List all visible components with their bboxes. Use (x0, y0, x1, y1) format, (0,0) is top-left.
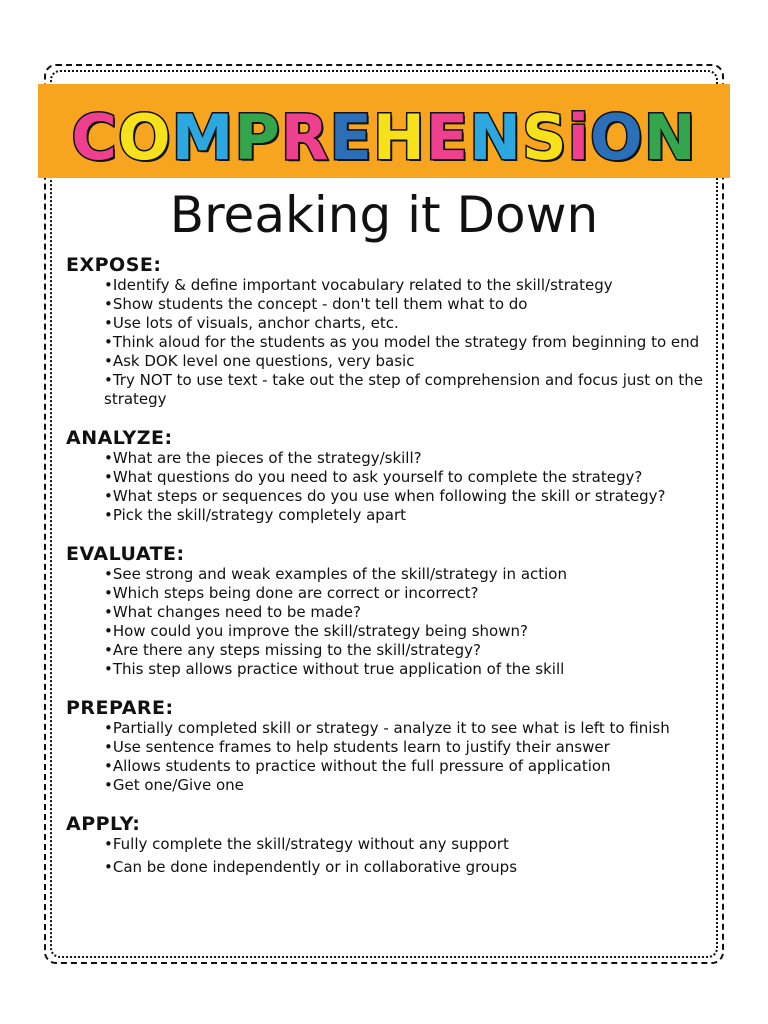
section-heading: PREPARE: (66, 697, 174, 719)
list-item: •Try NOT to use text - take out the step of comprehension and focus just on the strategy (104, 371, 703, 408)
page-subtitle: Breaking it Down (169, 186, 599, 244)
list-item: •What questions do you need to ask yourself to complete the strategy? (104, 468, 643, 486)
list-item: •Identify & define important vocabulary related to the skill/strategy (104, 276, 613, 294)
title-letter: H (372, 101, 426, 174)
section-analyze (66, 427, 706, 525)
list-item: •Use sentence frames to help students learn to justify their answer (104, 738, 610, 756)
title-letter: S (522, 101, 568, 174)
page-title (0, 96, 768, 180)
title-letter: R (280, 101, 330, 174)
section-evaluate (66, 543, 706, 679)
list-item: •Show students the concept - don't tell them what to do (104, 295, 528, 313)
section-expose (66, 254, 706, 409)
title-letter: O (589, 101, 644, 174)
list-item: •This step allows practice without true application of the skill (104, 660, 565, 678)
list-item: •Get one/Give one (104, 776, 244, 794)
list-item: •Think aloud for the students as you model the strategy from beginning to end (104, 333, 700, 351)
section-apply (66, 813, 706, 877)
title-letter: E (329, 101, 373, 174)
title-letter: N (469, 101, 523, 174)
list-item: •Ask DOK level one questions, very basic (104, 352, 415, 370)
section-heading: ANALYZE: (66, 427, 173, 449)
content (66, 254, 706, 889)
list-item: •How could you improve the skill/strategy being shown? (104, 622, 528, 640)
section-heading: EXPOSE: (66, 254, 162, 276)
list-item: •Which steps being done are correct or incorrect? (104, 584, 479, 602)
list-item: •What changes need to be made? (104, 603, 361, 621)
title-letter: N (643, 101, 697, 174)
list-item: •Fully complete the skill/strategy without any support (104, 835, 509, 853)
title-letter: i (567, 101, 590, 174)
list-item: •Are there any steps missing to the skill/strategy? (104, 641, 481, 659)
section-heading: EVALUATE: (66, 543, 185, 565)
list-item: •Can be done independently or in collaborative groups (104, 858, 518, 876)
section-heading: APPLY: (66, 813, 141, 835)
title-letter: C (71, 101, 118, 174)
title-letter: P (234, 101, 281, 174)
title-letter: E (425, 101, 470, 174)
title-letter: M (171, 101, 235, 174)
title-letter: O (117, 101, 172, 174)
list-item: •What steps or sequences do you use when following the skill or strategy? (104, 487, 666, 505)
list-item: •Allows students to practice without the full pressure of application (104, 757, 611, 775)
list-item: •See strong and weak examples of the skill/strategy in action (104, 565, 567, 583)
list-item: •What are the pieces of the strategy/skill? (104, 449, 422, 467)
list-item: •Partially completed skill or strategy - analyze it to see what is left to finish (104, 719, 670, 737)
section-prepare (66, 697, 706, 795)
list-item: •Use lots of visuals, anchor charts, etc. (104, 314, 399, 332)
list-item: •Pick the skill/strategy completely apart (104, 506, 407, 524)
